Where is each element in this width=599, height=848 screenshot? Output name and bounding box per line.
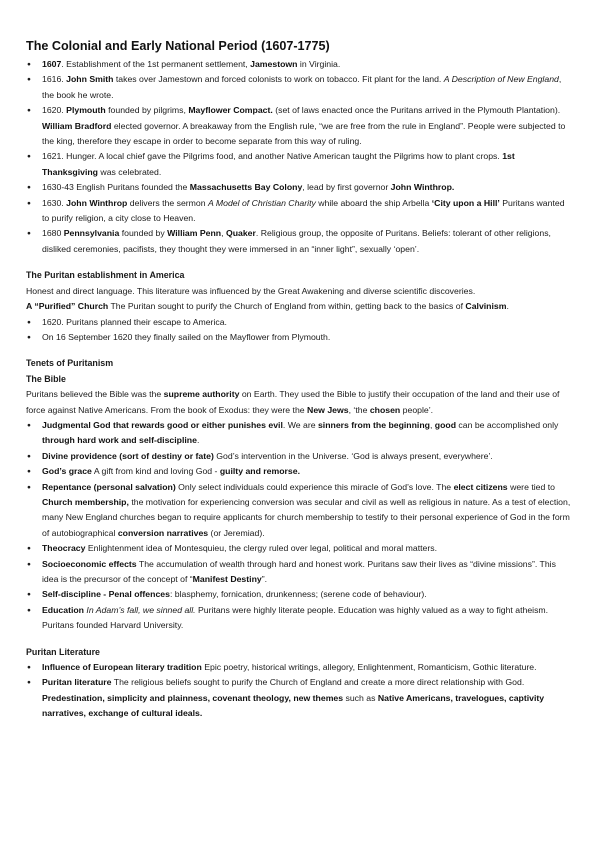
bold-text: elect citizens [453,481,508,492]
list-item [26,449,573,464]
section-heading: The Puritan establishment in America [26,270,185,281]
bold-text: Mayflower Compact. [188,105,273,116]
italic-text: A Description of New England [443,74,559,85]
text-run: 1620. Puritans planned their escape to America. [42,316,227,327]
list-item [26,149,573,180]
text-run: : blasphemy, fornication, drunkenness; (serene code of behaviour). [169,589,427,600]
text-run: . [506,301,509,312]
text-run: can be accomplished only [456,419,559,430]
bold-text: ‘City upon a Hill’ [431,197,500,208]
list-item [26,226,573,257]
bold-text: God’s grace [42,466,92,477]
list-item [26,675,573,721]
bold-text: Influence of European literary tradition [42,662,202,673]
text-run: The Puritan sought to purify the Church of England from within, getting back to the basics of [108,301,466,312]
section-subheading: The Bible [26,373,66,384]
text-run: , ‘the [348,404,370,415]
text-run: 1630. [42,197,67,208]
text-run: people’. [400,404,434,415]
page-title: The Colonial and Early National Period (1607-1775) [26,39,330,53]
bold-text: through hard work and self-discipline [42,435,197,446]
bold-text: Theocracy [42,543,86,554]
text-run: (set of laws enacted once the Puritans arrived in the Plymouth Plantation). [272,105,561,116]
list-item [26,196,573,227]
document-body [26,57,573,722]
list-item [26,418,573,449]
text-run: A gift from kind and loving God - [91,466,220,477]
text-run: . We are [282,419,318,430]
text-run: , [221,228,226,239]
text-run: Honest and direct language. This literature was influenced by the Great Awakening and diverse scientific discoveries. [26,285,476,296]
paragraph [26,299,573,314]
text-run: such as [343,692,378,703]
bold-text: Plymouth [66,105,106,116]
list-item [26,103,573,149]
section-heading: Tenets of Puritanism [26,358,114,369]
bold-text: Predestination, simplicity and plainness, covenant theology, new themes [42,692,344,703]
bold-text: Socioeconomic effects [42,558,137,569]
list-item [26,660,573,675]
list-item [26,57,573,72]
bold-text: Jamestown [250,59,298,69]
text-run: 1630-43 English Puritans founded the [42,182,190,193]
bold-text: chosen [369,404,401,415]
bold-text: New Jews [307,404,349,415]
bold-text: A “Purified” Church [26,301,109,312]
bold-text: William Penn [167,228,222,239]
bold-text: Quaker [225,228,256,239]
bold-text: Native Americans, travelogues, captivity narratives, exchange of cultural ideals. [42,692,545,719]
bullet-list [26,315,573,346]
bullet-list [26,57,573,257]
bold-text: conversion narratives [117,527,209,538]
text-run: Epic poetry, historical writings, allegory, Enlightenment, Romanticism, Gothic literature. [201,662,537,673]
text-run: . Establishment of the 1st permanent settlement, [61,59,251,69]
text-run: the motivation for experiencing conversion was secular and civil as well as religious in nature. As a test of election, many New England churches began to require applicants for church membership to testify to their personal experience of God in the form of autobiographical [42,496,571,538]
italic-text: A Model of Christian Charity [208,197,316,208]
list-item [26,72,573,103]
list-item [26,180,573,195]
section [26,57,573,257]
text-run: elected governor. A breakaway from the English rule, “we are free from the rule in England”. People were subjected to the king, therefore they escape in order to become separate from this way of ruling. [42,120,566,147]
text-run: The accumulation of wealth through hard and honest work. Puritans saw their lives as “divine missions”. This idea is the precursor of the concept of “ [42,558,556,584]
text-run: takes over Jamestown and forced colonists to work on tobacco. Fit plant for the land. [113,74,444,85]
bold-text: supreme authority [163,389,240,400]
text-run: 1680 [42,228,64,239]
bold-text: John Winthrop. [390,182,455,193]
bold-text: John Winthrop [66,197,128,208]
text-run: Puritans wanted to purify religion, a city close to Heaven. [42,197,565,224]
text-run: God’s intervention in the Universe. ‘God is always present, everywhere’. [213,450,493,461]
bold-text: Calvinism [465,301,507,312]
text-run: on Earth. They used the Bible to justify their occupation of the land and their use of force against Native Americans. From the book of Exodus: they were the [26,389,560,415]
list-item [26,480,573,542]
text-run: was celebrated. [98,166,162,177]
text-run: in Virginia. [297,59,341,69]
text-run: , [429,419,435,430]
list-item [26,315,573,330]
bold-text: Church membership, [42,496,129,507]
italic-text: In Adam’s fall, we sinned all. [86,604,196,615]
list-item [26,587,573,602]
bold-text: Judgmental God that rewards good or either punishes evil [42,419,283,430]
text-run: 1621. Hunger. A local chief gave the Pilgrims food, and another Native American taught the Pilgrims how to plant crops. [42,151,503,162]
bold-text: good [434,419,457,430]
text-run: , lead by first governor [302,182,391,193]
bold-text: Massachusetts Bay Colony [189,182,303,193]
text-run: Only select individuals could experience this miracle of God’s love. The [175,481,454,492]
list-item [26,330,573,345]
list-item [26,541,573,556]
bold-text: Pennsylvania [63,228,120,239]
text-run: , the book he wrote. [42,74,562,100]
bold-text: Divine providence (sort of destiny or fate) [42,450,214,461]
text-run: delivers the sermon [127,197,208,208]
list-item [26,557,573,588]
list-item [26,603,573,634]
bold-text: guilty and remorse. [219,466,300,477]
bullet-list [26,418,573,634]
bullet-list [26,660,573,722]
text-run: founded by [119,228,168,239]
text-run: The religious beliefs sought to purify the Church of England and create a more direct relationship with God. [111,677,525,688]
bold-text: Puritan literature [42,677,112,688]
bold-text: 1607 [42,59,62,69]
text-run: . Religious group, the opposite of Puritans. Beliefs: tolerant of other religions, disliked ceremonies, pacifists, they thought they were immersed in an “inner light”, sexually ‘open’. [42,228,551,254]
text-run: while aboard the ship Arbella [315,197,432,208]
text-run: Puritans were highly literate people. Education was highly valued as a way to fight atheism. Puritans founded Harvard University. [42,604,549,631]
paragraph [26,387,573,418]
text-run: On 16 September 1620 they finally sailed on the Mayflower from Plymouth. [42,331,331,342]
bold-text: Education [42,604,84,615]
section [26,645,573,722]
text-run: . [196,435,200,446]
section [26,356,573,633]
section [26,268,573,345]
bold-text: William Bradford [42,120,112,131]
bold-text: 1st Thanksgiving [42,151,515,177]
bold-text: John Smith [66,74,114,85]
list-item [26,464,573,479]
text-run: (or Jeremiad). [208,527,265,538]
bold-text: Manifest Destiny [192,574,262,584]
paragraph [26,284,573,299]
text-run: Enlightenment idea of Montesquieu, the clergy ruled over legal, political and moral matters. [85,543,438,554]
bold-text: Self-discipline - Penal offences [42,589,170,600]
text-run: 1620. [42,105,67,116]
bold-text: sinners from the beginning [317,419,430,430]
text-run: ”. [261,574,268,584]
section-heading: Puritan Literature [26,646,100,657]
text-run: 1616. [42,74,67,85]
text-run: were tied to [507,481,555,492]
bold-text: Repentance (personal salvation) [42,481,176,492]
text-run: founded by pilgrims, [105,105,189,116]
text-run: Puritans believed the Bible was the [26,389,164,400]
